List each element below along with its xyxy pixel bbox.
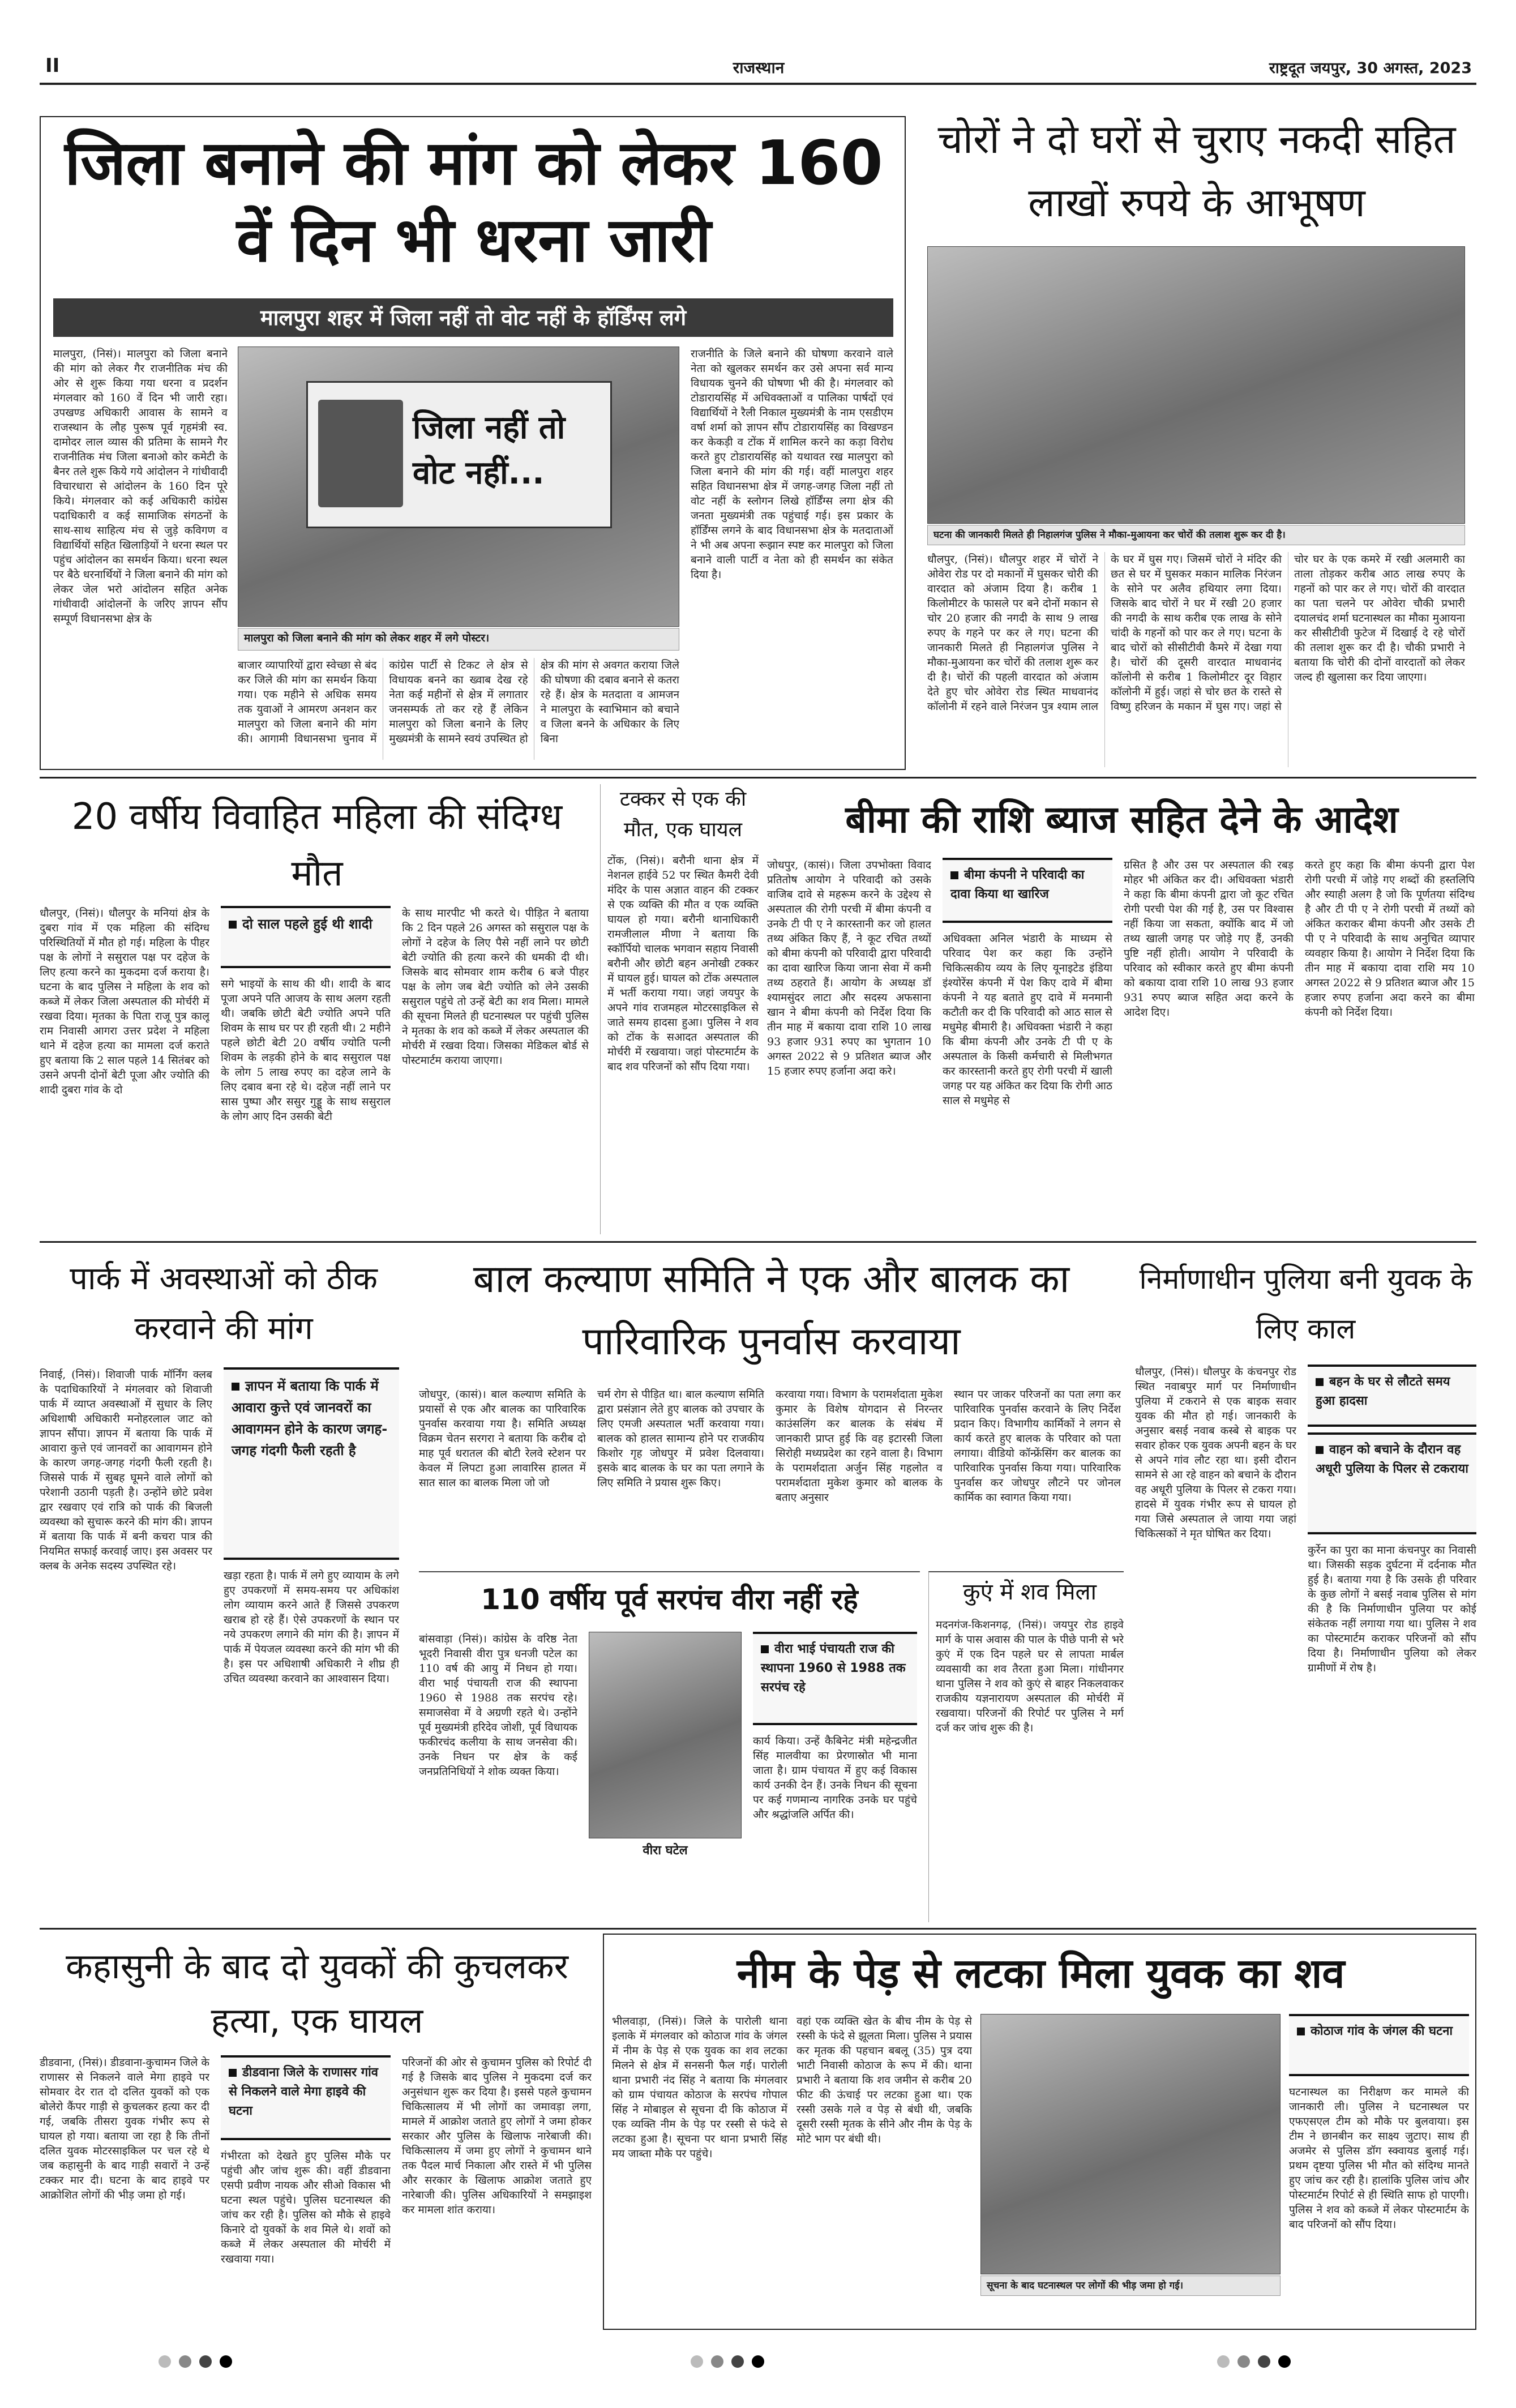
story-child-welfare xyxy=(419,1248,1124,1566)
photo-caption: मालपुरा को जिला बनाने की मांग को लेकर शहर में लगे पोस्टर। xyxy=(238,628,679,651)
column-text: धौलपुर, (निसं)। धौलपुर के मनियां क्षेत्र के दुबरा गांव में एक महिला की संदिग्ध परिस्थितियों में मौत हो गई। महिला के पीहर पक्ष के लोगों ने ससुराल पक्ष पर दहेज के लिए हत्या करने का मुकदमा दर्ज कराया है। घटना के बाद पुलिस ने महिला के शव को कब्जे में लेकर जिला अस्पताल की मोर्चरी में रखवा दिया। मृतका के पिता राजू पुत्र कालू राम निवासी आगरा उत्तर प्रदेश ने महिला थाने में दहेज हत्या का मामला दर्ज कराते हुए बताया कि 2 साल पहले 14 सितंबर को उसने अपनी दोनों बेटी पूजा और ज्योति की शादी दुबरा गांव के दो xyxy=(40,907,209,1096)
headline: बीमा की राशि ब्याज सहित देने के आदेश xyxy=(845,798,1398,841)
banner-strip: मालपुरा शहर में जिला नहीं तो वोट नहीं के हॉर्डिंग्स लगे xyxy=(53,298,893,337)
bullet-icon xyxy=(229,2069,237,2077)
photo-caption: सूचना के बाद घटनास्थल पर लोगों की भीड़ जमा हो गई। xyxy=(980,2276,1281,2296)
story-culvert xyxy=(1135,1248,1476,1922)
pull-text: बहन के घर से लौटते समय हुआ हादसा xyxy=(1316,1375,1450,1408)
column-text: धौलपुर, (निसं)। धौलपुर के कंचनपुर रोड स्थित नवाबपुर मार्ग पर निर्माणाधीन पुलिया में टकराने से एक बाइक सवार युवक की मौत हो गई। जानकारी के अनुसार बसई नवाब कस्बे से बाइक पर सवार होकर एक युवक अपनी बहन के घर से अपने गांव लौट रहा था। इसी दौरान सामने से आ रहे वाहन को बचाने के दौरान वह अधूरी पुलिया के पिलर से टकरा गया। हादसे में युवक गंभीर रूप से घायल हो गया जिसे अस्पताल ले जाया गया जहां चिकित्सकों ने मृत घोषित कर दिया। xyxy=(1135,1366,1296,1540)
story-text: मदनगंज-किशनगढ़, (निसं)। जयपुर रोड हाइवे मार्ग के पास अवास की पाल के पीछे पानी से भरे कुएं में एक दिन पहले घर से लापता मार्बल व्यवसायी का शव तैरता हुआ मिला। गांधीनगर थाना पुलिस ने शव को कुएं से बाहर निकलवाकर राजकीय यज्ञनारायण अस्पताल की मोर्चरी में रखवाया। परिजनों की रिपोर्ट पर पुलिस ने मर्ग दर्ज कर जांच शुरू की है। xyxy=(936,1619,1124,1734)
registration-dots xyxy=(159,2355,385,2372)
column-text: जोधपुर, (कासं)। जिला उपभोक्ता विवाद प्रतितोष आयोग ने परिवादी को उसके वाजिब दावे से महरूम करने के उद्देश्य से अस्पताल की रोगी परची में बीमा कंपनी व उनके टी पी ए ने कारस्तानी कर जो हालत तथ्य अंकित किए हैं, ने कूट रचित तथ्यों को बीमा कंपनी को परिवादी द्वारा परिवादी का दावा खारिज किया जाना सेवा में कमी तथ्य ठहराते हैं। आयोग के अध्यक्ष डॉ श्यामसुंदर लाटा और सदस्य अफसाना खान ने बीमा कंपनी को निर्देश दिया कि तीन माह में बकाया दावा राशि 10 लाख 93 हजार 931 रुपए का भुगतान 10 अगस्त 2022 से 9 प्रतिशत ब्याज और 15 हजार रुपए हर्जाना अदा करे। xyxy=(767,859,931,1077)
row-divider xyxy=(40,1928,1476,1930)
column-text: स्थान पर जाकर परिजनों का पता लगा कर पारिवारिक पुनर्वास करवाने के लिए निर्देश प्रदान किए। विभागीय कार्मिकों ने लगन से कार्य करते हुए बालक के परिवार को पता लगाया। वीडियो कॉन्फ्रेंसिंग कर बालक का पारिवारिक पुनर्वास किया गया। पारिवारिक पुनर्वास कर जोधपुर लौटने पर जोनल कार्मिक का स्वागत किया गया। xyxy=(954,1388,1121,1504)
column-text: जोधपुर, (कासं)। बाल कल्याण समिति के प्रयासों से एक और बालक का पारिवारिक पुनर्वास करवाया गया है। समिति अध्यक्ष विक्रम चेतन सरगरा ने बताया कि करीब दो माह पूर्व धरातल की बोटी रेलवे स्टेशन पर केवल में लिपटा हुआ लावारिस हालत में सात साल का बालक मिला जो जो xyxy=(419,1388,586,1489)
column-text: राजनीति के जिले बनाने की घोषणा करवाने वाले नेता को खुलकर समर्थन कर उसे अपना सर्व मान्य विधायक चुनने की घोषणा भी की है। मंगलवार को टोडारायसिंह में अधिवक्ताओं व पालिका पार्षदों एवं विद्यार्थियों ने रैली निकाल मुख्यमंत्री के नाम एसडीएम वर्षा शर्मा को ज्ञापन सौंप टोडारायसिंह का विखण्डन कर केकड़ी व टोंक में शामिल करने का कड़ा विरोध करते हुए टोडारायसिंह को यथावत रख मालपुरा को जिला बनाने की मांग की गई। वहीं मालपुरा शहर सहित विधानसभा क्षेत्र में जगह-जगह जिला नहीं तो वोट नहीं के स्लोगन लिखे हॉर्डिंग्स लगा क्षेत्र की जनता मुख्यमंत्री तक पहुंचाई गई। इस प्रकार के हॉर्डिंग्स लगने के बाद विधानसभा क्षेत्र के मतदाताओं ने भी अब अपना रूझान स्पष्ट कर मालपुरा को जिला बनाने वाली पार्टी व नेता को ही समर्थन का संकेत दिया है। xyxy=(691,348,893,581)
story-text: टोंक, (निसं)। बरौनी थाना क्षेत्र में नेशनल हाईवे 52 पर स्थित कैमरी देवी मंदिर के पास अज्ञात वाहन की टक्कर से एक व्यक्ति की मौत व एक व्यक्ति घायल हो गया। बरौनी थानाधिकारी रामजीलाल मीणा ने बताया कि स्कॉर्पियो चालक भगवान सहाय निवासी बरौनी और छोटी बहन अनोखी टक्कर में घायल हुई। घायल को टोंक अस्पताल में भर्ती कराया गया। जहां जयपुर के अपने गांव राजमहल मोटरसाइकिल से जाते समय हादसा हुआ। पुलिस ने शव को टोंक के सआदत अस्पताल की मोर्चरी में रखवाया। जहां पोस्टमार्टम के बाद शव परिजनों को सौंप दिया गया। xyxy=(607,854,759,1073)
headline: जिला बनाने की मांग को लेकर 160 वें दिन भी धरना जारी xyxy=(65,128,883,276)
poster-text: जिला नहीं तो वोट नहीं... xyxy=(413,409,566,491)
story-theft xyxy=(917,108,1476,770)
story-well xyxy=(928,1571,1124,1922)
pull-quote xyxy=(753,1632,917,1725)
headline: बाल कल्याण समिति ने एक और बालक का पारिवारिक पुनर्वास करवाया xyxy=(473,1257,1070,1364)
pull-text: दो साल पहले हुई थी शादी xyxy=(242,916,372,932)
pull-quote xyxy=(1308,1432,1476,1534)
pull-quote xyxy=(224,1367,399,1560)
photo-label: वीरा घटेल xyxy=(643,1844,688,1858)
column-text: खड़ा रहता है। पार्क में लगे हुए व्यायाम के लगे हुए उपकरणों में समय-समय पर अधिकांश लोग व्यायाम करने आते हैं जिससे उपकरण खराब हो रहे हैं। ऐसे उपकरणों के स्थान पर नये उपकरण लगाने की मांग की है। ज्ञापन में पार्क में पेयजल व्यवस्था करने की मांग भी की है। इस पर अधिशाषी अधिकारी ने शीघ्र ही उचित व्यवस्था करवाने का आश्वासन दिया। xyxy=(224,1569,399,1685)
pull-text: वीरा भाई पंचायती राज की स्थापना 1960 से 1988 तक सरपंच रहे xyxy=(761,1642,906,1695)
column-text: बाजार व्यापारियों द्वारा स्वेच्छा से बंद कर जिले की मांग का समर्थन किया गया। एक महीने से अधिक समय तक युवाओं ने आमरण अनशन कर मालपुरा को जिला बनाने की मांग की। आगामी विधानसभा चुनाव में कांग्रेस पार्टी से टिकट ले क्षेत्र से विधायक बनने का ख्वाब देख रहे नेता कई महीनों से क्षेत्र में लगातार जनसम्पर्क तो कर रहे हैं लेकिन मालपुरा को जिला बनाने के लिए मुख्यमंत्री के सामने स्वयं उपस्थित हो क्षेत्र की मांग से अवगत कराया जिले की घोषणा की दबाव बनाने से कतरा रहे हैं। क्षेत्र के मतदाता व आमजन ने मालपुरा के स्वाभिमान को बचाने व जिला बनने के अधिकार के लिए बिना xyxy=(238,659,679,745)
column-text: डीडवाना, (निसं)। डीडवाना-कुचामन जिले के राणासर से निकलने वाले मेगा हाइवे पर सोमवार देर रात दो दलित युवकों को एक बोलेरो कैंपर गाड़ी से कुचलकर हत्या कर दी गई, जबकि तीसरा युवक गंभीर रूप से घायल हो गया। बताया जा रहा है कि तीनों दलित युवक मोटरसाइकिल पर चल रहे थे जब कहासुनी के बाद गाड़ी सवारों ने उन्हें टक्कर मार दी। घटना के बाद हाइवे पर आक्रोशित लोगों की भीड़ जमा हो गई। xyxy=(40,2056,209,2201)
column-text: भीलवाड़ा, (निसं)। जिले के पारोली थाना इलाके में मंगलवार को कोठाज गांव के जंगल में नीम के पेड़ से एक युवक का शव लटका मिलने से क्षेत्र में सनसनी फैल गई। पारोली थाना प्रभारी नंद सिंह ने बताया कि मंगलवार को ग्राम पंचायत कोठाज के सरपंच गोपाल सिंह ने मोबाइल से सूचना दी कि कोठाज में एक व्यक्ति नीम के पेड़ पर रस्सी से फंदे से लटका हुआ है। सूचना पर थाना प्रभारी सिंह मय जाब्ता मौके पर पहुंचे। xyxy=(612,2015,787,2160)
registration-dots xyxy=(1217,2355,1444,2372)
pull-text: कोठाज गांव के जंगल की घटना xyxy=(1311,2024,1453,2038)
pull-text: डीडवाना जिले के राणासर गांव से निकलने वाले मेगा हाइवे की घटना xyxy=(229,2065,379,2118)
column-text: ग्रसित है और उस पर अस्पताल की रबड़ मोहर भी अंकित कर दी। अधिवक्ता भंडारी ने कहा कि बीमा कंपनी द्वारा जो कूट रचित रोगी परची पेश की गई है, उस पर विश्वास नहीं किया जा सकता, क्योंकि बाद में जो तथ्य खाली जगह पर जोड़े गए हैं, उनकी पुष्टि नहीं होती। आयोग ने परिवादी के परिवाद को स्वीकार करते हुए बीमा कंपनी को बकाया दावा राशि 10 लाख 93 हजार 931 रुपए ब्याज सहित अदा करने के आदेश दिए। xyxy=(1124,859,1294,1019)
bullet-icon xyxy=(950,871,958,879)
registration-dots xyxy=(691,2355,917,2372)
pull-text: बीमा कंपनी ने परिवादी का दावा किया था खारिज xyxy=(950,868,1085,901)
column-text: के साथ मारपीट भी करते थे। पीड़ित ने बताया कि 2 दिन पहले 26 अगस्त को ससुराल पक्ष के लोगों ने दहेज के लिए पैसे नहीं लाने पर छोटी बेटी ज्योति की हत्या करने की धमकी दी थी। जिसके बाद सोमवार शाम करीब 6 बजे पीहर पक्ष के लोग जब बेटी ज्योति को लेने उसकी ससुराल पहुंचे तो उन्हें बेटी का शव मिला। मामले की सूचना मिलते ही घटनास्थल पर पहुंची पुलिस ने मृतका के शव को कब्जे में लेकर अस्पताल की मोर्चरी में रखवा दिया। जिसका मेडिकल बोर्ड से पोस्टमार्टम कराया जाएगा। xyxy=(402,907,589,1067)
headline: निर्माणाधीन पुलिया बनी युवक के लिए काल xyxy=(1139,1263,1472,1345)
headline: नीम के पेड़ से लटका मिला युवक का शव xyxy=(736,1949,1345,1997)
bullet-icon xyxy=(229,921,237,929)
story-murder xyxy=(40,1934,594,2330)
column-text: सगे भाइयों के साथ की थी। शादी के बाद पूजा अपने पति आजय के साथ अलग रहती थी। जबकि छोटी बेटी ज्योति अपने पति शिवम के साथ घर पर ही रहती थी। 2 महीने पहले छोटी बेटी 20 वर्षीय ज्योति पत्नी शिवम के लड़की होने के बाद ससुराल पक्ष के लोग 5 लाख रुपए का दहेज लाने के लिए दबाव बना रहे थे। दहेज नहीं लाने पर सास पुष्पा और ससुर गुड्डू के साथ ससुराल के लोग आए दिन उसकी बेटी xyxy=(221,978,391,1123)
police-photo xyxy=(927,246,1465,524)
pull-quote xyxy=(221,2055,391,2140)
column-text: परिजनों की ओर से कुचामन पुलिस को रिपोर्ट दी गई है जिसके बाद पुलिस ने मुकदमा दर्ज कर अनुसंधान शुरू कर दिया है। इससे पहले कुचामन चिकित्सालय में भी लोगों का जमावड़ा लगा, मामले में आक्रोश जताते हुए लोगों ने जमा होकर सरकार और पुलिस के खिलाफ नारेबाजी की। चिकित्सालय में जमा हुए लोगों ने कुचामन थाने तक पैदल मार्च निकाला और रास्ते में भी पुलिस और सरकार के खिलाफ आक्रोश जताते हुए नारेबाजी की। पुलिस अधिकारियों ने समझाइश कर मामला शांत कराया। xyxy=(402,2056,592,2216)
row-divider xyxy=(40,1241,1476,1243)
portrait-photo xyxy=(589,1632,742,1838)
column-text: बांसवाड़ा (निसं)। कांग्रेस के वरिष्ठ नेता भूदरी निवासी वीरा पुत्र धनजी पटेल का 110 वर्ष की आयु में निधन हो गया। वीरा भाई पंचायती राज की स्थापना 1960 से 1988 तक सरपंच रहे। समाजसेवा में वे अग्रणी रहते थे। उन्होंने पूर्व मुख्यमंत्री हरिदेव जोशी, पूर्व विधायक फकीरचंद कलीया के साथ जनसेवा की। उनके निधन पर क्षेत्र के कई जनप्रतिनिधियों ने शोक व्यक्त किया। xyxy=(419,1633,577,1778)
story-neem-tree xyxy=(603,1934,1476,2330)
pull-quote xyxy=(221,906,391,968)
row-divider xyxy=(40,777,1476,779)
crowd-photo xyxy=(980,2014,1281,2274)
hoarding xyxy=(306,381,612,528)
story-woman-death xyxy=(40,784,594,1234)
poster-photo xyxy=(238,347,679,627)
column-text: वहां एक व्यक्ति खेत के बीच नीम के पेड़ से रस्सी के फंदे से झूलता मिला। पुलिस ने प्रयास कर मृतक की पहचान बबलू (35) पुत्र दया भाटी निवासी कोठाज के रूप में की। थाना प्रभारी ने बताया कि शव जमीन से करीब 20 फीट की ऊंचाई पर लटका हुआ था। एक रस्सी उसके गले व पेड़ से बंधी थी, जबकि दूसरी रस्सी मृतक के सीने और नीम के पेड़ के मोटे भाग पर बंधी थी। xyxy=(796,2015,972,2145)
headline: टक्कर से एक की मौत, एक घायल xyxy=(619,788,747,841)
headline: 110 वर्षीय पूर्व सरपंच वीरा नहीं रहे xyxy=(481,1583,858,1616)
dateline: राष्ट्रदूत जयपुर, 30 अगस्त, 2023 xyxy=(1269,59,1472,77)
pull-text: ज्ञापन में बताया कि पार्क में आवारा कुत्ते एवं जानवरों का आवागमन होने के कारण जगह-जगह गंदगी फैली रहती है xyxy=(232,1378,388,1459)
photo-caption: घटना की जानकारी मिलते ही निहालगंज पुलिस ने मौका-मुआयना कर चोरों की तलाश शुरू कर दी है। xyxy=(927,525,1465,545)
section-name: राजस्थान xyxy=(733,58,785,77)
pull-quote xyxy=(1289,2014,1469,2076)
headline: पार्क में अवस्थाओं को ठीक करवाने की मांग xyxy=(70,1260,378,1347)
pull-quote xyxy=(1308,1365,1476,1427)
column-text: करवाया गया। विभाग के परामर्शदाता मुकेश कुमार के विशेष योगदान से निरन्तर काउंसलिंग कर बालक के संबंध में जानकारी प्राप्त हुई कि वह इटारसी जिला सिरोही मध्यप्रदेश का रहने वाला है। विभाग के परामर्शदाता अर्जुन सिंह गहलोत व परामर्शदाता मुकेश कुमार को बालक के बताए अनुसार xyxy=(776,1388,943,1504)
bullet-icon xyxy=(1316,1378,1324,1386)
headline: 20 वर्षीय विवाहित महिला की संदिग्ध मौत xyxy=(71,796,563,895)
column-text: कार्य किया। उन्हें कैबिनेट मंत्री महेन्द्रजीत सिंह मालवीया का प्रेरणास्रोत भी माना जाता है। ग्राम पंचायत में हुए कई विकास कार्य उनकी देन हैं। उनके निधन की सूचना पर कई गणमान्य नागरिक उनके घर पहुंचे और श्रद्धांजलि अर्पित की। xyxy=(753,1735,917,1821)
headline: कहासुनी के बाद दो युवकों की कुचलकर हत्या, एक घायल xyxy=(66,1945,568,2041)
column-text: कुर्रेन का पुरा का माना कंचनपुर का निवासी था। जिसकी सड़क दुर्घटना में दर्दनाक मौत हुई है। बताया गया है कि उसके ही परिवार के कुछ लोगों ने बसई नवाब पुलिस से मांग की है कि निर्माणाधीन पुलिया पर कोई संकेतक नहीं लगाया गया था। पुलिस ने शव का पोस्टमार्टम कराकर परिजनों को सौंप दिया है। निर्माणाधीन पुलिया को लेकर ग्रामीणों में रोष है। xyxy=(1308,1544,1476,1674)
avatar xyxy=(318,400,403,507)
page-number: II xyxy=(45,54,60,77)
story-collision xyxy=(600,784,759,1234)
column-text: घटनास्थल का निरीक्षण कर मामले की जानकारी ली। पुलिस ने घटनास्थल पर एफएसएल टीम को मौके पर बुलवाया। इस टीम ने छानबीन कर साक्ष्य जुटाए। साथ ही अजमेर से पुलिस डॉग स्क्वायड बुलाई गई। प्रथम दृष्टया पुलिस भी मौत को संदिग्ध मानते हुए जांच कर रही है। हालांकि पुलिस जांच और पोस्टमार्टम रिपोर्ट से ही स्थिति साफ हो पाएगी। पुलिस ने शव को कब्जे में लेकर पोस्टमार्टम के बाद परिजनों को सौंप दिया। xyxy=(1289,2086,1469,2231)
bullet-icon xyxy=(1297,2028,1305,2035)
column-text: गंभीरता को देखते हुए पुलिस मौके पर पहुंची और जांच शुरू की। वहीं डीडवाना एसपी प्रवीण नायक और सीओ विकास भी घटना स्थल पहुंचे। पुलिस घटनास्थल की जांच कर रही है। पुलिस को मौके से हाइवे किनारे दो युवकों के शव मिले थे। शवों को कब्जे में लेकर अस्पताल की मोर्चरी में रखवाया गया। xyxy=(221,2150,391,2265)
headline: कुएं में शव मिला xyxy=(962,1579,1097,1605)
bullet-icon xyxy=(1316,1446,1324,1454)
pull-quote xyxy=(943,858,1112,923)
story-sarpanch xyxy=(419,1571,920,1922)
column-text: अधिवक्ता अनिल भंडारी के माध्यम से परिवाद पेश कर कहा कि उन्होंने चिकित्सकीय व्यय के लिए यूनाइटेड इंडिया इंश्योरेंस कंपनी में पेश किए दावे में बीमा कंपनी ने यह बताते हुए दावे में मनमानी कटौती कर दी कि परिवादी को आठ साल से मधुमेह बीमारी है। अधिवक्ता भंडारी ने कहा कि बीमा कंपनी और उनके टी पी ए के अस्पताल के किसी कर्मचारी से मिलीभगत कर कारस्तानी करते हुए रोगी परची में खाली जगह पर यह अंकित कर दिया कि रोगी आठ साल से मधुमेह से xyxy=(943,933,1112,1107)
bullet-icon xyxy=(232,1383,239,1391)
bullet-icon xyxy=(761,1645,769,1653)
column-text: मालपुरा, (निसं)। मालपुरा को जिला बनाने की मांग को लेकर गैर राजनीतिक मंच की ओर से शुरू किया गया धरना व प्रदर्शन मंगलवार को 160 वें दिन भी जारी रहा। उपखण्ड अधिकारी आवास के सामने व राजस्थान के लौह पुरूष पूर्व गृहमंत्री स्व. दामोदर लाल व्यास की प्रतिमा के सामने गैर राजनीतिक मंच जिला बनाओ कोर कमेटी के बैनर तले शुरू किये गये आंदोलन ने गांधीवादी विचारधारा से आंदोलन के 160 दिन पूरे किये। मंगलवार को कई अधिकारी कांग्रेस पदाधिकारी व कई सामाजिक संगठनों के साथ-साथ साहित्य मंच से जुड़े कविगण व विद्यार्थियों सहित खिलाड़ियों ने धरना स्थल पर पहुंच आंदोलन का समर्थन किया। धरना स्थल पर बैठे धरनार्थियों ने जिला बनाने की मांग को लेकर जेल भरो आंदोलन सहित अनेक गांधीवादी आंदोलनों के जरिए ज्ञापन सौंप सम्पूर्ण विधानसभा क्षेत्र के xyxy=(53,348,228,625)
headline: चोरों ने दो घरों से चुराए नकदी सहित लाखों रुपये के आभूषण xyxy=(937,116,1456,226)
story-text: धौलपुर, (निसं)। धौलपुर शहर में चोरों ने ओवेरा रोड पर दो मकानों में घुसकर चोरी की वारदात को अंजाम दिया है। करीब 1 किलोमीटर के फासले पर बने दोनों मकान से चोर 20 हजार की नगदी के साथ 9 लाख रुपए के गहने पर कर ले गए। घटना की जानकारी मिलते ही निहालगंज पुलिस ने मौका-मुआयना कर चोरों की तलाश शुरू कर दी है। चोरों की पहली वारदात को अंजाम देते हुए चोर ओवेरा रोड स्थित माधवानंद कॉलोनी में रहने वाले निरंजन पुत्र श्याम लाल के घर में घुस गए। जिसमें चोरों ने मंदिर की छत से घर में घुसकर मकान मालिक निरंजन के सोने पर अलैव हथियार लगा दिया। जिसके बाद चोरों ने घर में रखी 20 हजार की नगदी के साथ करीब एक लाख के सोने चांदी के गहनों को पार कर ले गए। घटना के बाद चोरों को सीसीटीवी कैमरे में देखा गया है। चोरों की दूसरी वारदात माधवानंद कॉलोनी से करीब 1 किलोमीटर दूर विहार कॉलोनी में हुई। जहां से चोर छत के रास्ते से विष्णु हरिजन के मकान में घुस गए। जहां से चोर घर के एक कमरे में रखी अलमारी का ताला तोड़कर करीब आठ लाख रुपए के गहनों को पार कर ले गए। चोरों की वारदात का पता चलने पर ओवेरा चौकी प्रभारी दयालचंद शर्मा घटनास्थल का मौका मुआयना कर सीसीटीवी फुटेज में दिखाई दे रहे चोरों की तलाश शुरू कर दी है। चौकी प्रभारी ने बताया कि चोरी की दोनों वारदातों को लेकर जल्द ही खुलासा कर दिया जाएगा। xyxy=(927,553,1465,713)
column-text: चर्म रोग से पीड़ित था। बाल कल्याण समिति द्वारा प्रसंज्ञान लेते हुए बालक को उपचार के लिए एमजी अस्पताल भर्ती करवाया गया। बालक को हालत सामान्य होने पर राजकीय किशोर गृह जोधपुर में प्रवेश दिलवाया। इसके बाद बालक के घर का पता लगाने के लिए समिति ने प्रयास शुरू किए। xyxy=(597,1388,764,1489)
column-text: करते हुए कहा कि बीमा कंपनी द्वारा पेश रोगी परची में जोड़े गए शब्दों की हस्तलिपि और स्याही अलग है जो कि पूर्णतया संदिग्ध है और टी पी ए ने रोगी परची में तथ्यों को अंकित कराकर बीमा कंपनी और उसके टी पी ए ने परिवादी के साथ अनुचित व्यापार व्यवहार किया है। आयोग ने निर्देश दिया कि तीन माह में बकाया दावा राशि मय 10 अगस्त 2022 से 9 प्रतिशत ब्याज और 15 हजार रुपए हर्जाना अदा करने का बीमा कंपनी को निर्देश दिया। xyxy=(1305,859,1475,1019)
pull-text: वाहन को बचाने के दौरान वह अधूरी पुलिया के पिलर से टकराया xyxy=(1316,1443,1468,1476)
column-text: निवाई, (निसं)। शिवाजी पार्क मॉर्निंग क्लब के पदाधिकारियों ने मंगलवार को शिवाजी पार्क में व्याप्त अवस्थाओं में सुधार के लिए अधिशाषी अधिकारी मनोहरलाल जाट को ज्ञापन सौंपा। ज्ञापन में बताया कि पार्क में आवारा कुत्ते एवं जानवरों का आवागमन होने के कारण जगह-जगह गंदगी फैली रहती है। जिससे पार्क में सुबह घूमने वाले लोगों को परेशानी उठानी पड़ती है। उन्होंने छोटे प्रवेश द्वार रखवाए एवं रात्रि को पार्क की बिजली व्यवस्था को सुचारू करने की मांग की। ज्ञापन में बताया कि पार्क में बनी कचरा पात्र की नियमित सफाई करवाई जाए। इस अवसर पर क्लब के अनेक सदस्य उपस्थित रहे। xyxy=(40,1368,212,1572)
masthead-rule xyxy=(40,83,1476,85)
story-district-demand xyxy=(40,116,906,770)
story-park xyxy=(40,1248,408,1922)
story-insurance xyxy=(767,784,1476,1234)
